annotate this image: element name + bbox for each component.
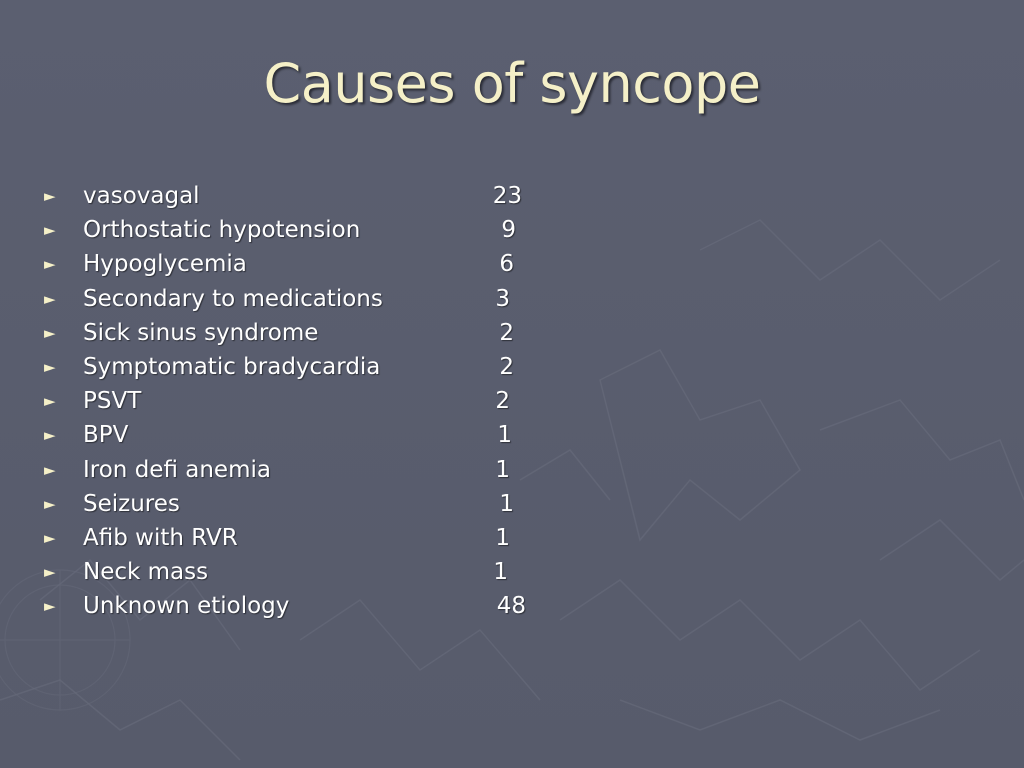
cause-count: 1 (495, 524, 510, 551)
causes-list (44, 179, 564, 623)
triangle-right-icon: ► (44, 392, 56, 411)
cause-count: 1 (497, 422, 512, 449)
triangle-right-icon: ► (44, 255, 56, 274)
cause-label: Sick sinus syndrome (83, 319, 319, 346)
triangle-right-icon: ► (44, 187, 56, 205)
cause-label: BPV (83, 422, 129, 449)
triangle-right-icon: ► (44, 426, 56, 445)
triangle-right-icon: ► (44, 289, 56, 308)
cause-label: Symptomatic bradycardia (83, 353, 381, 380)
cause-label: Orthostatic hypotension (83, 217, 361, 244)
list-item (44, 487, 564, 521)
cause-count: 1 (493, 559, 508, 586)
cause-label: Seizures (83, 490, 180, 517)
list-item (44, 589, 564, 623)
list-item (44, 282, 564, 316)
triangle-right-icon: ► (44, 563, 56, 582)
cause-count: 1 (495, 456, 510, 483)
cause-count: 1 (499, 490, 514, 517)
list-item (44, 350, 564, 384)
list-item (44, 453, 564, 487)
list-item (44, 521, 564, 555)
list-item (44, 316, 564, 350)
cause-count: 48 (496, 593, 526, 620)
list-item (44, 555, 564, 589)
cause-label: Neck mass (83, 559, 209, 586)
triangle-right-icon: ► (44, 323, 56, 342)
triangle-right-icon: ► (44, 494, 56, 513)
cause-count: 3 (495, 285, 510, 312)
cause-label: Iron defi anemia (83, 456, 271, 483)
cause-label: vasovagal (83, 183, 200, 209)
list-item (44, 384, 564, 418)
cause-count: 2 (499, 353, 514, 380)
list-item (44, 213, 564, 247)
triangle-right-icon: ► (44, 357, 56, 376)
cause-count: 23 (492, 183, 522, 209)
list-item (44, 179, 564, 213)
cause-label: Secondary to medications (83, 285, 383, 312)
list-item (44, 247, 564, 281)
cause-count: 2 (499, 319, 514, 346)
triangle-right-icon: ► (44, 460, 56, 479)
cause-label: Afib with RVR (83, 524, 238, 551)
slide-title: Causes of syncope (263, 52, 761, 115)
cause-label: PSVT (83, 388, 142, 415)
triangle-right-icon: ► (44, 597, 56, 616)
cause-count: 6 (499, 251, 514, 278)
cause-count: 2 (495, 388, 510, 415)
cause-label: Hypoglycemia (83, 251, 247, 278)
triangle-right-icon: ► (44, 221, 56, 240)
list-item (44, 418, 564, 452)
cause-label: Unknown etiology (83, 593, 290, 620)
triangle-right-icon: ► (44, 528, 56, 547)
cause-count: 9 (501, 217, 516, 244)
